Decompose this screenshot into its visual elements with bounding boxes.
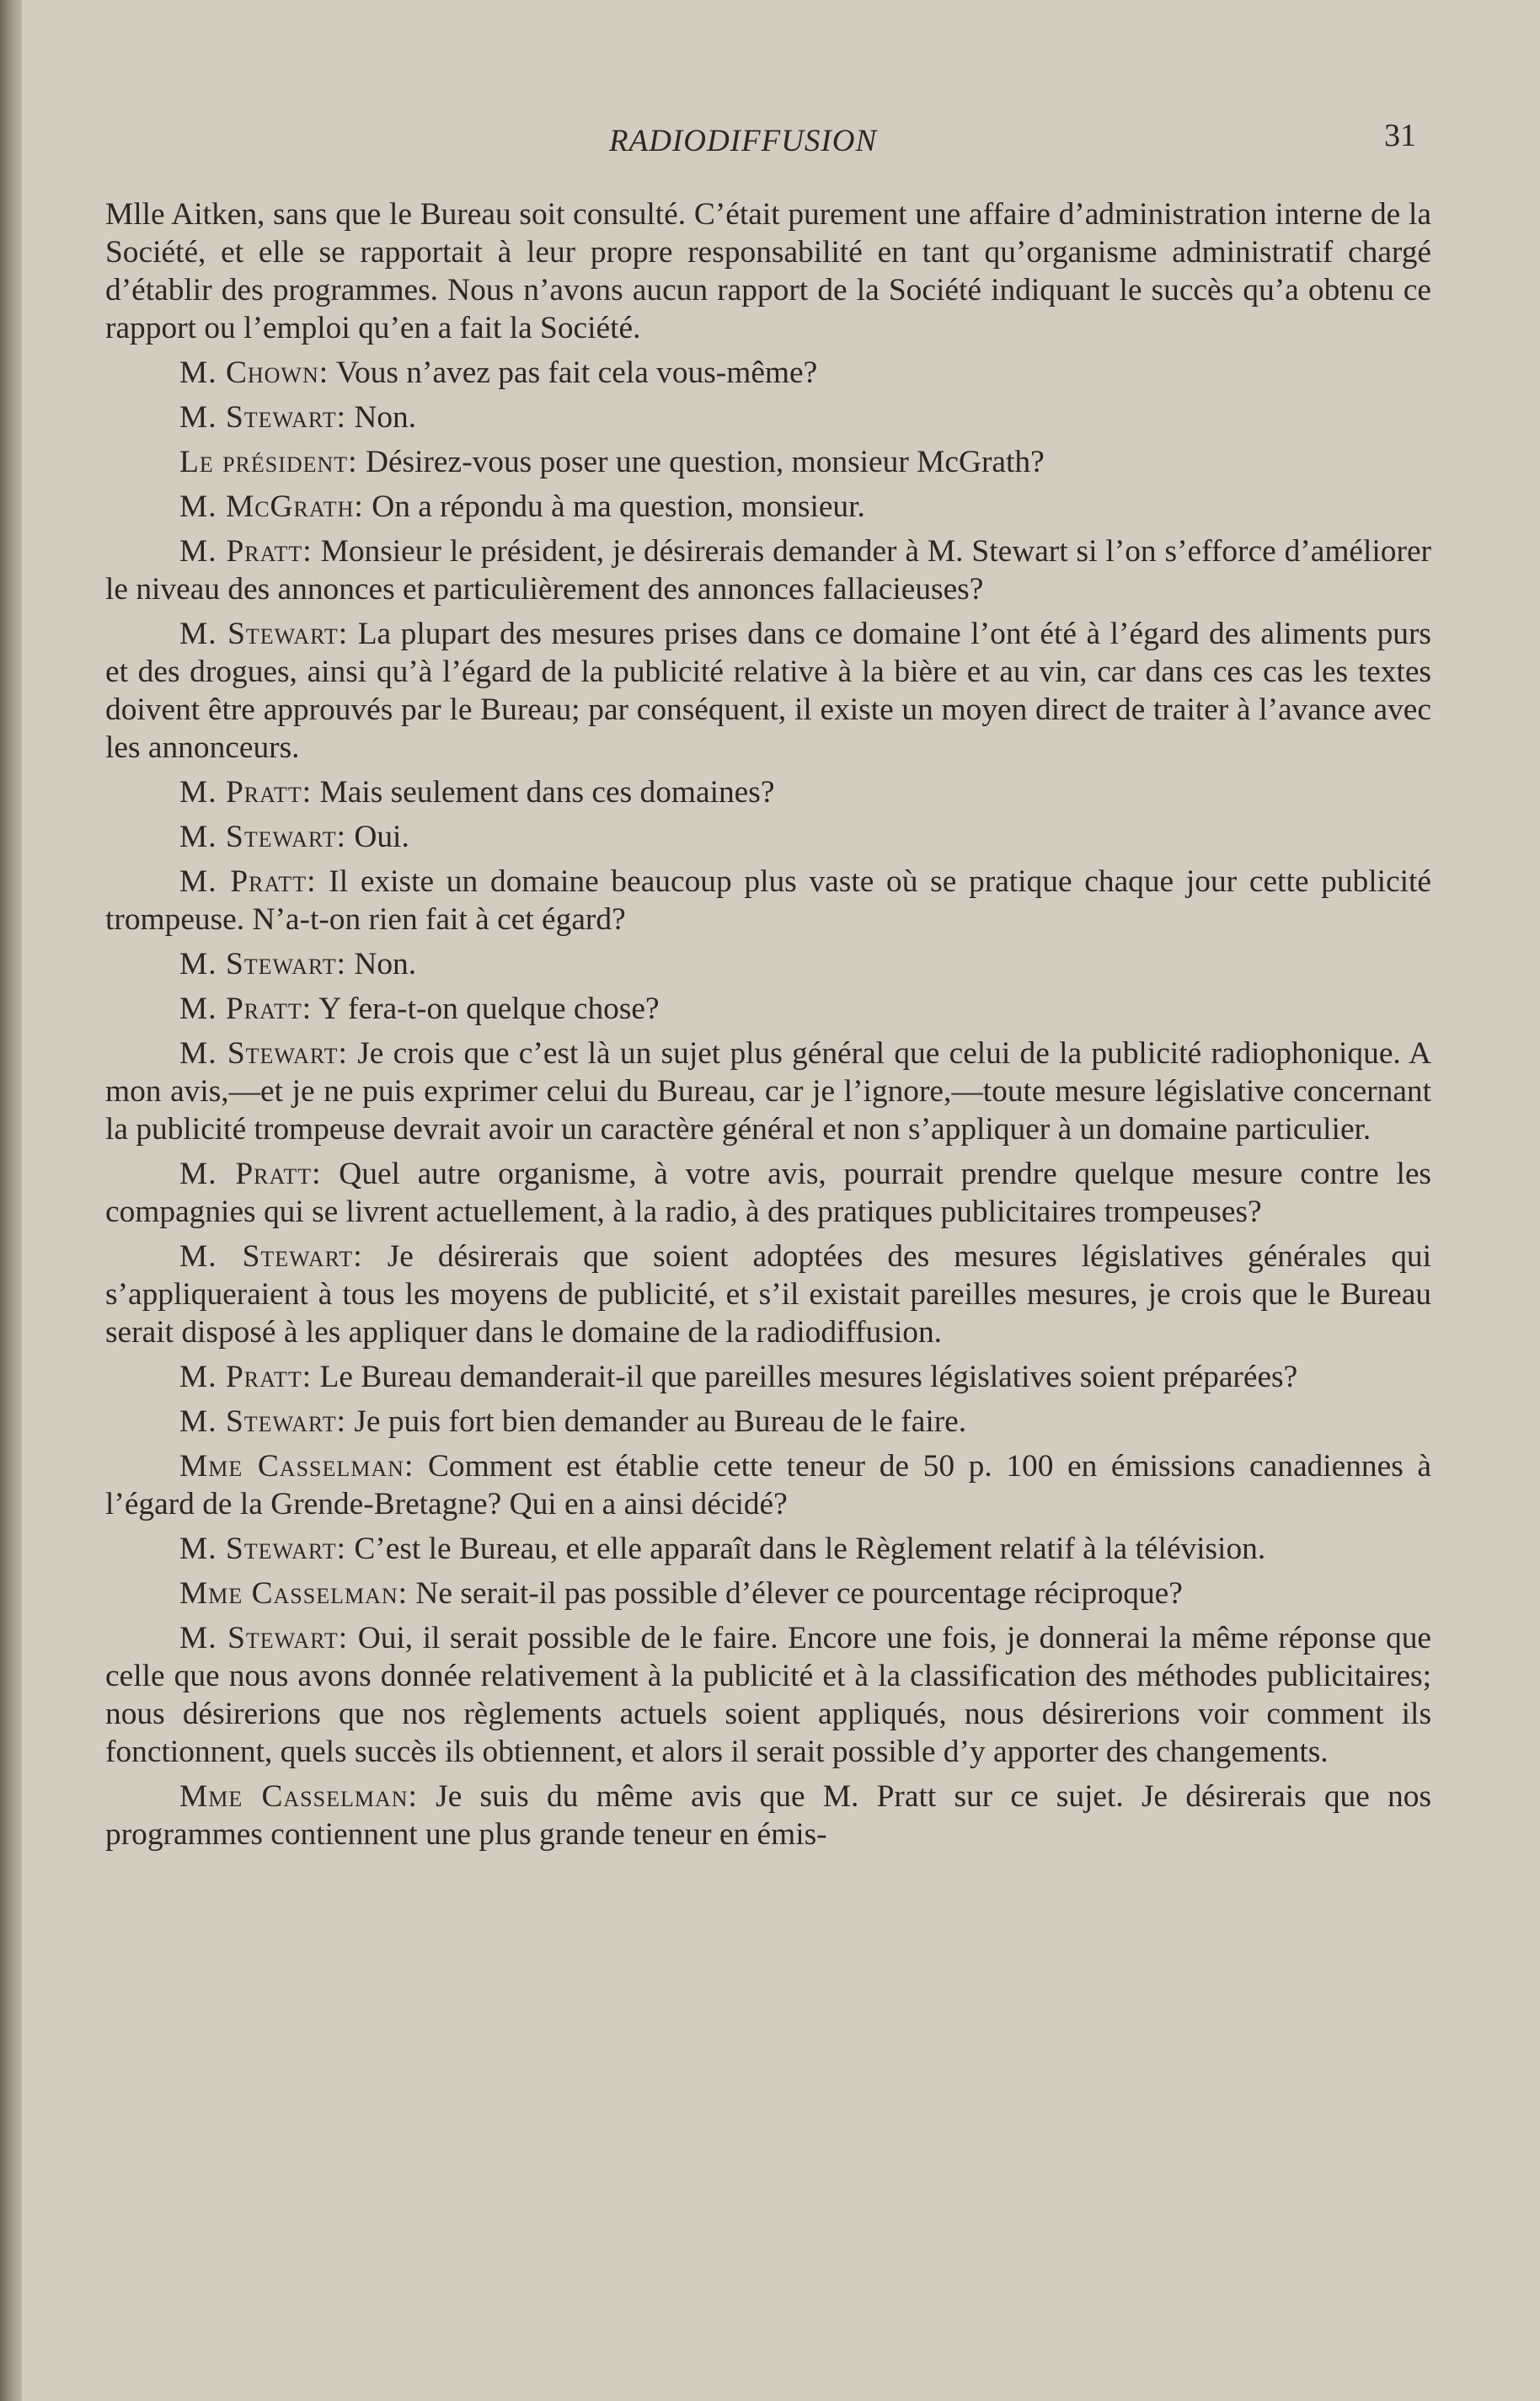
speaker-name: M. Pratt: xyxy=(179,992,313,1026)
running-title: RADIODIFFUSION xyxy=(609,124,878,158)
paragraph xyxy=(105,1155,1431,1231)
paragraph xyxy=(105,818,1431,856)
page-number: 31 xyxy=(1384,118,1416,153)
page xyxy=(22,0,1540,2401)
speaker-name: M. Stewart: xyxy=(179,617,349,651)
paragraph xyxy=(105,1530,1431,1568)
paragraph-text: Mlle Aitken, sans que le Bureau soit consulté. C’était purement une affaire d’administration interne de la Société, et elle se rapportait à leur propre responsabilité en tant qu’organisme administratif chargé d’établir des programmes. Nous n’avons aucun rapport de la Société indiquant le succès qu’a obtenu ce rapport ou l’emploi qu’en a fait la Société. xyxy=(105,197,1431,345)
paragraph-text: Monsieur le président, je désirerais demander à M. Stewart si l’on s’efforce d’améliorer le niveau des annonces et particulièrement des annonces fallacieuses? xyxy=(105,534,1431,607)
paragraph-text: Vous n’avez pas fait cela vous-même? xyxy=(335,356,818,390)
speaker-name: M. Pratt: xyxy=(179,864,317,899)
paragraph xyxy=(105,354,1431,392)
paragraph-text: Le Bureau demanderait-il que pareilles mesures législatives soient préparées? xyxy=(319,1360,1298,1394)
paragraph xyxy=(105,443,1431,481)
speaker-name: M. Pratt: xyxy=(179,534,313,569)
paragraph-text: On a répondu à ma question, monsieur. xyxy=(372,489,865,524)
speaker-name: Mme Casselman: xyxy=(179,1576,409,1611)
paragraph xyxy=(105,1403,1431,1441)
paragraph-text: Oui, il serait possible de le faire. Encore une fois, je donnerai la même réponse que celle que nous avons donnée relativement à la publicité et à la classification des méthodes publicitaires; nous désirerions que nos règlements actuels soient appliqués, nous désirerions voir comment ils fonctionnent, quels succès ils obtiennent, et alors il serait possible d’y apporter des changements. xyxy=(105,1621,1431,1769)
speaker-name: Mme Casselman: xyxy=(179,1779,418,1814)
speaker-name: M. Pratt: xyxy=(179,1360,313,1394)
paragraph-text: Désirez-vous poser une question, monsieur McGrath? xyxy=(365,445,1045,479)
paragraph xyxy=(105,1447,1431,1523)
paragraph xyxy=(105,1575,1431,1612)
paragraph xyxy=(105,945,1431,983)
paragraph-text: Ne serait-il pas possible d’élever ce pourcentage réciproque? xyxy=(415,1576,1183,1611)
speaker-name: M. McGrath: xyxy=(179,489,364,524)
speaker-name: Le président: xyxy=(179,445,358,479)
speaker-name: M. Stewart: xyxy=(179,947,346,981)
paragraph xyxy=(105,195,1431,347)
paragraph xyxy=(105,1035,1431,1148)
paragraph xyxy=(105,398,1431,436)
paragraph xyxy=(105,1358,1431,1396)
speaker-name: M. Chown: xyxy=(179,356,329,390)
paragraph-text: Quel autre organisme, à votre avis, pourrait prendre quelque mesure contre les compagnies qui se livrent actuellement, à la radio, à des pratiques publicitaires trompeuses? xyxy=(105,1157,1431,1229)
speaker-name: M. Pratt: xyxy=(179,1157,322,1191)
paragraph-text: Je crois que c’est là un sujet plus général que celui de la publicité radiophonique. A mon avis,—et je ne puis exprimer celui du Bureau, car je l’ignore,—toute mesure législative concernant la publicité trompeuse devrait avoir un caractère général et non s’appliquer à un domaine particulier. xyxy=(105,1036,1431,1147)
speaker-name: M. Stewart: xyxy=(179,1239,363,1274)
speaker-name: M. Pratt: xyxy=(179,775,313,810)
paragraph-text: Je suis du même avis que M. Pratt sur ce sujet. Je désirerais que nos programmes contiennent une plus grande teneur en émis- xyxy=(105,1779,1431,1852)
speaker-name: M. Stewart: xyxy=(179,400,346,435)
paragraph xyxy=(105,1238,1431,1351)
speaker-name: M. Stewart: xyxy=(179,1404,346,1439)
paragraph xyxy=(105,615,1431,767)
speaker-name: Mme Casselman: xyxy=(179,1449,414,1484)
body-text xyxy=(105,195,1431,1860)
paragraph-text: Je désirerais que soient adoptées des mesures législatives générales qui s’appliqueraient à tous les moyens de publicité, et s’il existait pareilles mesures, je crois que le Bureau serait disposé à les appliquer dans le domaine de la radiodiffusion. xyxy=(105,1239,1431,1350)
speaker-name: M. Stewart: xyxy=(179,1532,346,1566)
paragraph xyxy=(105,990,1431,1028)
paragraph-text: Mais seulement dans ces domaines? xyxy=(319,775,775,810)
speaker-name: M. Stewart: xyxy=(179,820,346,854)
paragraph-text: Non. xyxy=(354,400,417,435)
paragraph-text: Non. xyxy=(354,947,417,981)
paragraph-text: C’est le Bureau, et elle apparaît dans le Règlement relatif à la télévision. xyxy=(354,1532,1266,1566)
paragraph xyxy=(105,532,1431,608)
paragraph xyxy=(105,1778,1431,1853)
paragraph xyxy=(105,773,1431,811)
paragraph-text: La plupart des mesures prises dans ce domaine l’ont été à l’égard des aliments purs et des drogues, ainsi qu’à l’égard de la publicité relative à la bière et au vin, car dans ces cas les textes doivent être approuvés par le Bureau; par conséquent, il existe un moyen direct de traiter à l’avance avec les annonceurs. xyxy=(105,617,1431,765)
paragraph xyxy=(105,1619,1431,1771)
paragraph-text: Y fera-t-on quelque chose? xyxy=(318,992,660,1026)
paragraph-text: Je puis fort bien demander au Bureau de le faire. xyxy=(354,1404,967,1439)
book-binding-edge xyxy=(0,0,22,2401)
speaker-name: M. Stewart: xyxy=(179,1036,348,1071)
paragraph-text: Comment est établie cette teneur de 50 p. 100 en émissions canadiennes à l’égard de la Grende-Bretagne? Qui en a ainsi décidé? xyxy=(105,1449,1431,1521)
paragraph-text: Il existe un domaine beaucoup plus vaste où se pratique chaque jour cette publicité trompeuse. N’a-t-on rien fait à cet égard? xyxy=(105,864,1431,937)
speaker-name: M. Stewart: xyxy=(179,1621,349,1655)
paragraph-text: Oui. xyxy=(354,820,409,854)
paragraph xyxy=(105,488,1431,526)
paragraph xyxy=(105,863,1431,938)
